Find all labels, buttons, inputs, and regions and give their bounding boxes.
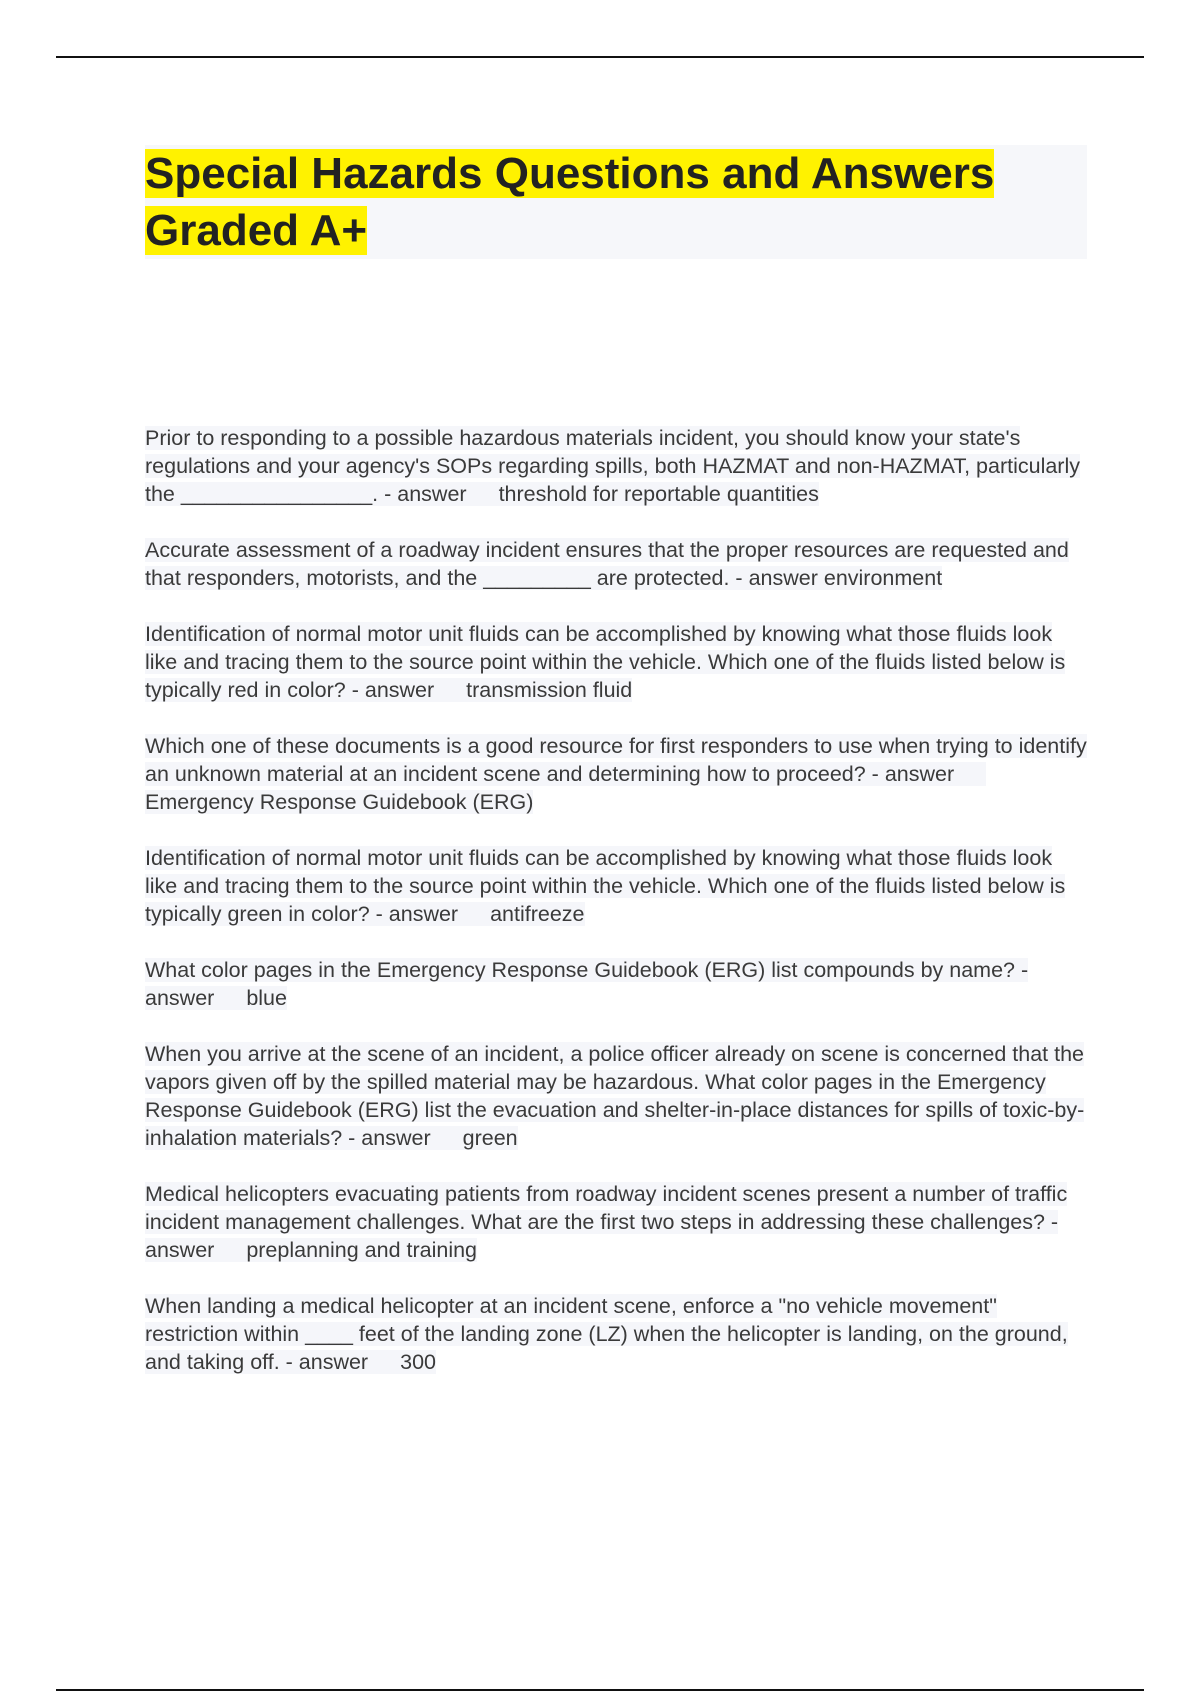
qa-question: When landing a medical helicopter at an incident scene, enforce a "no vehicle movement" restriction within ____ feet of the landing zone (LZ) when the helicopter is landing, on the ground, and taking off. - answer	[145, 1294, 1068, 1374]
qa-item	[145, 1292, 1087, 1376]
qa-item	[145, 620, 1087, 704]
qa-question: Accurate assessment of a roadway incident ensures that the proper resources are requested and that responders, motorists, and the _________ are protected. - answer	[145, 538, 1069, 590]
qa-item	[145, 732, 1087, 816]
qa-answer: blue	[246, 986, 287, 1010]
qa-item	[145, 1180, 1087, 1264]
qa-item	[145, 536, 1087, 592]
qa-question: Prior to responding to a possible hazardous materials incident, you should know your state's regulations and your agency's SOPs regarding spills, both HAZMAT and non-HAZMAT, particularly the ________________. - answer	[145, 426, 1080, 506]
qa-question: What color pages in the Emergency Response Guidebook (ERG) list compounds by name? - answer	[145, 958, 1029, 1010]
title-block	[145, 145, 1087, 259]
qa-item	[145, 1040, 1087, 1152]
top-rule	[56, 56, 1144, 58]
qa-list	[145, 424, 1087, 1404]
qa-question: Medical helicopters evacuating patients from roadway incident scenes present a number of traffic incident management challenges. What are the first two steps in addressing these challenges? - answer	[145, 1182, 1068, 1262]
qa-answer: 300	[400, 1350, 436, 1374]
title-line-1: Special Hazards Questions and Answers	[145, 149, 995, 198]
qa-answer: green	[462, 1126, 518, 1150]
qa-item	[145, 424, 1087, 508]
qa-item	[145, 956, 1087, 1012]
bottom-rule	[56, 1689, 1144, 1691]
title-line-2: Graded A+	[145, 206, 368, 255]
qa-item	[145, 844, 1087, 928]
page-title	[145, 145, 1087, 259]
qa-question: Identification of normal motor unit fluids can be accomplished by knowing what those fluids look like and tracing them to the source point within the vehicle. Which one of the fluids listed below is typically green in color? - answer	[145, 846, 1066, 926]
qa-answer: antifreeze	[490, 902, 585, 926]
qa-answer: threshold for reportable quantities	[498, 482, 819, 506]
qa-answer: Emergency Response Guidebook (ERG)	[145, 790, 534, 814]
qa-question: Which one of these documents is a good resource for first responders to use when trying to identify an unknown material at an incident scene and determining how to proceed? - answer	[145, 734, 1087, 786]
qa-answer: transmission fluid	[466, 678, 633, 702]
qa-question: When you arrive at the scene of an incident, a police officer already on scene is concerned that the vapors given off by the spilled material may be hazardous. What color pages in the Emergency Response Guidebook (ERG) list the evacuation and shelter-in-place distances for spills of toxic-by-inhalation materials? - answer	[145, 1042, 1085, 1150]
qa-question: Identification of normal motor unit fluids can be accomplished by knowing what those fluids look like and tracing them to the source point within the vehicle. Which one of the fluids listed below is typically red in color? - answer	[145, 622, 1066, 702]
qa-answer: preplanning and training	[246, 1238, 478, 1262]
qa-answer: environment	[823, 566, 943, 590]
